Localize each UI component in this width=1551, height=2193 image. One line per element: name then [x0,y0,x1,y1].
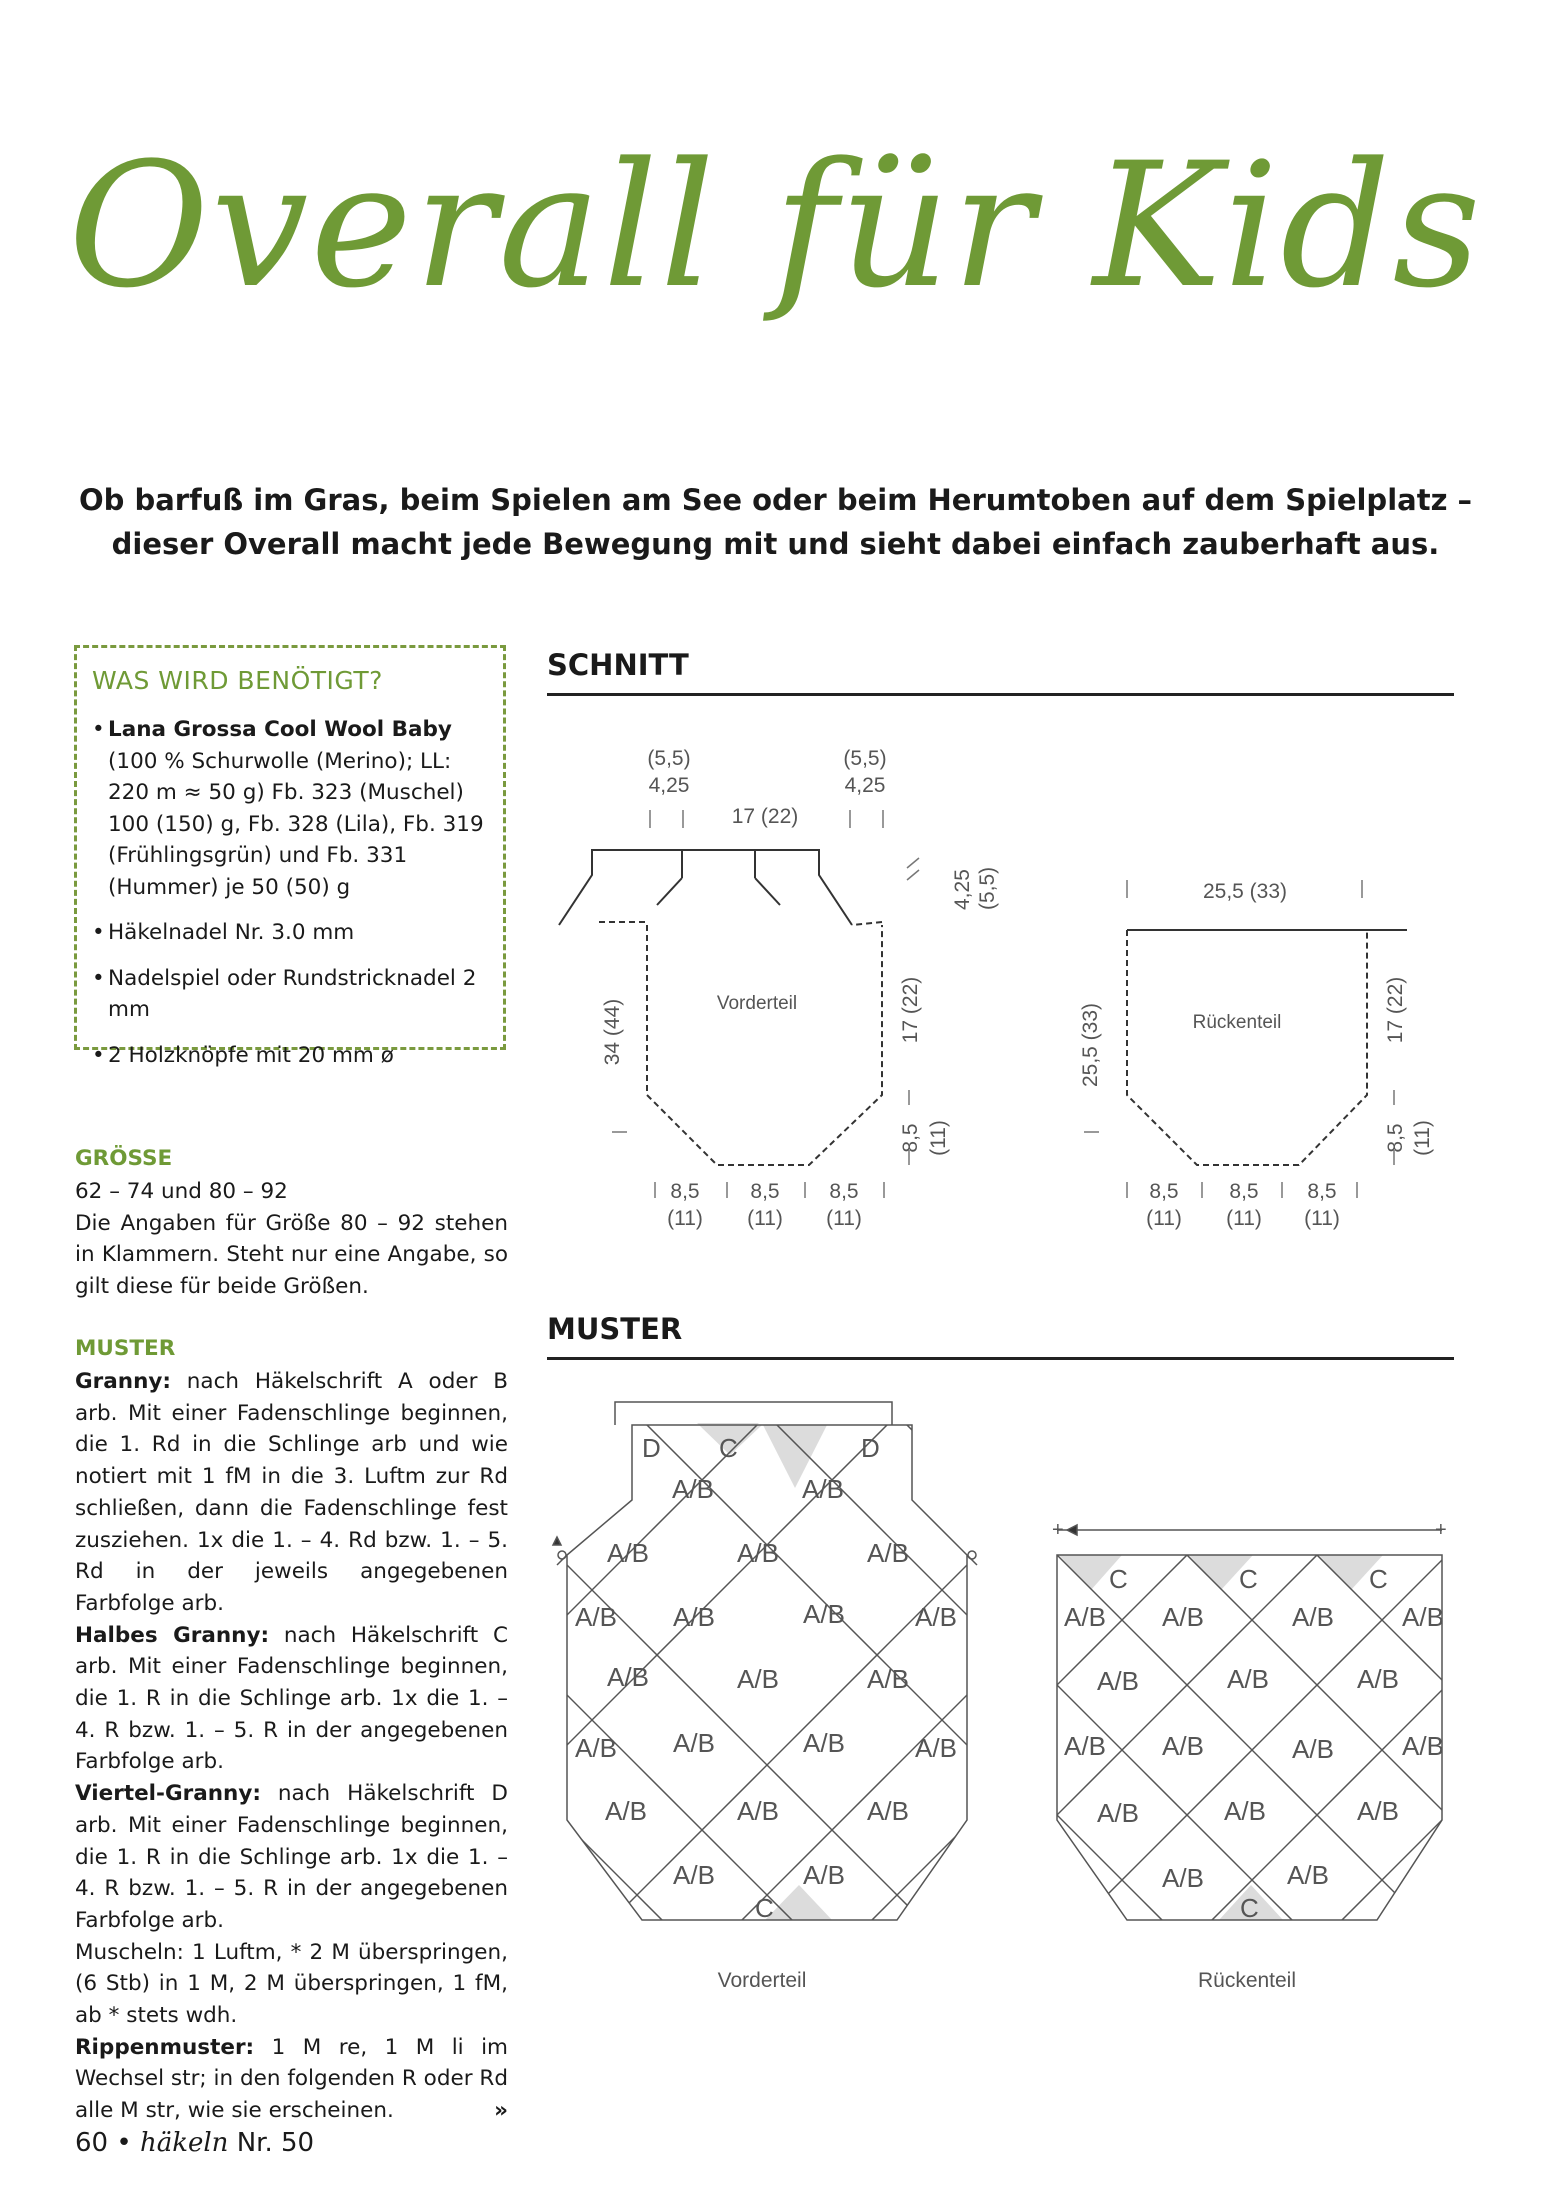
tile-label: A/B [1287,1860,1329,1890]
front-piece-label: Vorderteil [716,993,798,1014]
dim-label: 4,25 [648,774,690,797]
dim-label: 34 (44) [601,998,624,1066]
dim-label: 8,5 [670,1180,700,1203]
size-heading: GRÖSSE [75,1146,173,1171]
dim-label: 8,5 [1384,1123,1407,1153]
tile-label: A/B [1162,1602,1204,1632]
tile-label: A/B [915,1602,957,1632]
list-item: • 2 Holzknöpfe mit 20 mm ø [92,1040,497,1072]
tile-label: C [1109,1564,1128,1594]
pattern-text: Granny: nach Häkelschrift A oder B arb. Mit einer Fadenschlinge beginnen, die 1. Rd in die Schlinge arb und wie notiert mit 1 fM in die 3. Luftm zur Rd schließen, dann die Fadenschlinge fest zusziehen. 1x die 1. – 4. Rd bzw. 1. – 5. Rd in der jeweils angegebenen Farbfolge arb. Halbes Granny: nach Häkelschrift C arb. Mit einer Fadenschlinge beginnen, die 1. R in die Schlinge arb. 1x die 1. – 4. R bzw. 1. – 5. R in der angegebenen Farbfolge arb. Viertel-Granny: nach Häkelschrift D arb. Mit einer Fadenschlinge beginnen, die 1. R in die Schlinge arb. 1x die 1. – 4. R bzw. 1. – 5. R in der angegebenen Farbfolge arb. Muscheln: 1 Luftm, * 2 M überspringen, (6 Stb) in 1 M, 2 M überspringen, 1 fM, ab * stets wdh. Rippenmuster: 1 M re, 1 M li im Wechsel str; in den folgenden R oder Rd alle M str, wie sie erscheinen. » [75,1369,508,2124]
tile-label: A/B [737,1538,779,1568]
svg-text:+: + [1435,1519,1447,1541]
schnitt-rule [547,693,1454,696]
tile-label: C [755,1893,774,1923]
pattern-heading: MUSTER [75,1336,176,1361]
list-item: • Lana Grossa Cool Wool Baby (100 % Schurwolle (Merino); LL: 220 m ≈ 50 g) Fb. 323 (Muschel) 100 (150) g, Fb. 328 (Lila), Fb. 319 (Frühlingsgrün) und Fb. 331 (Hummer) je 50 (50) g [92,714,497,903]
schnitt-heading: SCHNITT [547,648,689,682]
intro-text: Ob barfuß im Gras, beim Spielen am See oder beim Herumtoben auf dem Spielplatz – dieser Overall macht jede Bewegung mit und sieht dabei einfach zauberhaft aus. [78,483,1473,561]
dim-label: 8,5 [1149,1180,1179,1203]
front-diagram-label: Vorderteil [717,1969,807,1992]
tile-label: A/B [672,1474,714,1504]
tile-label: A/B [867,1538,909,1568]
muster-heading: MUSTER [547,1312,683,1346]
dim-label: 8,5 [899,1123,922,1153]
dim-label: 25,5 (33) [1202,880,1288,903]
muster-rule [547,1357,1454,1360]
tile-label: A/B [802,1474,844,1504]
size-text: 62 – 74 und 80 – 92 Die Angaben für Größe 80 – 92 stehen in Klammern. Steht nur eine Angabe, so gilt diese für beide Größen. [75,1179,508,1300]
tile-label: C [1240,1893,1259,1923]
page-number: 60 [75,2128,109,2158]
schnitt-diagram [547,720,1454,1250]
tile-label: A/B [803,1599,845,1629]
tile-label: A/B [803,1728,845,1758]
tile-label: A/B [1064,1602,1106,1632]
materials-list [92,714,497,1085]
materials-heading: WAS WIRD BENÖTIGT? [92,666,383,695]
tile-label: D [861,1433,880,1463]
dim-label: (11) [927,1120,950,1156]
tile-label: A/B [673,1602,715,1632]
dim-label: 17 (22) [899,976,922,1044]
tile-label: A/B [737,1796,779,1826]
tile-label: A/B [1162,1731,1204,1761]
footer-separator: • [116,2128,132,2158]
tile-label: A/B [607,1662,649,1692]
tile-label: A/B [737,1664,779,1694]
tile-label: C [1369,1564,1388,1594]
tile-label: A/B [575,1602,617,1632]
list-item: • Nadelspiel oder Rundstricknadel 2 mm [92,963,497,1026]
dim-label: 25,5 (33) [1079,1002,1102,1088]
tile-label: A/B [803,1860,845,1890]
dim-label: 8,5 [750,1180,780,1203]
svg-text:+: + [1052,1519,1064,1541]
muster-diagram [547,1390,1454,2010]
tile-label: A/B [1357,1796,1399,1826]
dim-label: (11) [1226,1207,1262,1230]
back-diagram-label: Rückenteil [1197,1969,1297,1992]
tile-label: C [1239,1564,1258,1594]
dim-label: (11) [667,1207,703,1230]
tile-label: A/B [605,1796,647,1826]
tile-label: A/B [867,1664,909,1694]
dim-label: 8,5 [829,1180,859,1203]
tile-label: A/B [1097,1798,1139,1828]
dim-label: 4,25 [951,869,974,910]
tile-label: A/B [915,1733,957,1763]
dim-label: (11) [1304,1207,1340,1230]
dim-label: 17 (22) [1384,976,1407,1044]
dim-label: 17 (22) [731,805,799,828]
dim-label: (5,5) [647,747,691,770]
tile-label: A/B [1402,1602,1444,1632]
tile-label: A/B [867,1796,909,1826]
tile-label: A/B [1292,1602,1334,1632]
dim-label: (11) [1411,1120,1434,1156]
page-title: Overall für Kids [68,125,1483,326]
tile-label: A/B [1097,1666,1139,1696]
list-item: • Häkelnadel Nr. 3.0 mm [92,917,497,949]
back-piece-label: Rückenteil [1192,1012,1282,1033]
dim-label: (11) [1146,1207,1182,1230]
page-footer [75,2128,314,2158]
tile-label: A/B [1227,1664,1269,1694]
dim-label: (11) [826,1207,862,1230]
tile-label: D [642,1433,661,1463]
tile-label: A/B [1402,1731,1444,1761]
magazine-name: häkeln [139,2128,229,2158]
dim-label: (11) [747,1207,783,1230]
tile-label: A/B [1357,1664,1399,1694]
dim-label: 8,5 [1229,1180,1259,1203]
dim-label: 8,5 [1307,1180,1337,1203]
dim-label: 4,25 [844,774,886,797]
tile-label: A/B [575,1733,617,1763]
dim-label: (5,5) [843,747,887,770]
tile-label: C [719,1433,738,1463]
tile-label: A/B [673,1860,715,1890]
tile-label: A/B [673,1728,715,1758]
tile-label: A/B [1162,1863,1204,1893]
tile-label: A/B [607,1538,649,1568]
tile-label: A/B [1064,1731,1106,1761]
issue-number: Nr. 50 [236,2128,315,2158]
tile-label: A/B [1224,1796,1266,1826]
dim-label: (5,5) [976,866,999,910]
tile-label: A/B [1292,1734,1334,1764]
